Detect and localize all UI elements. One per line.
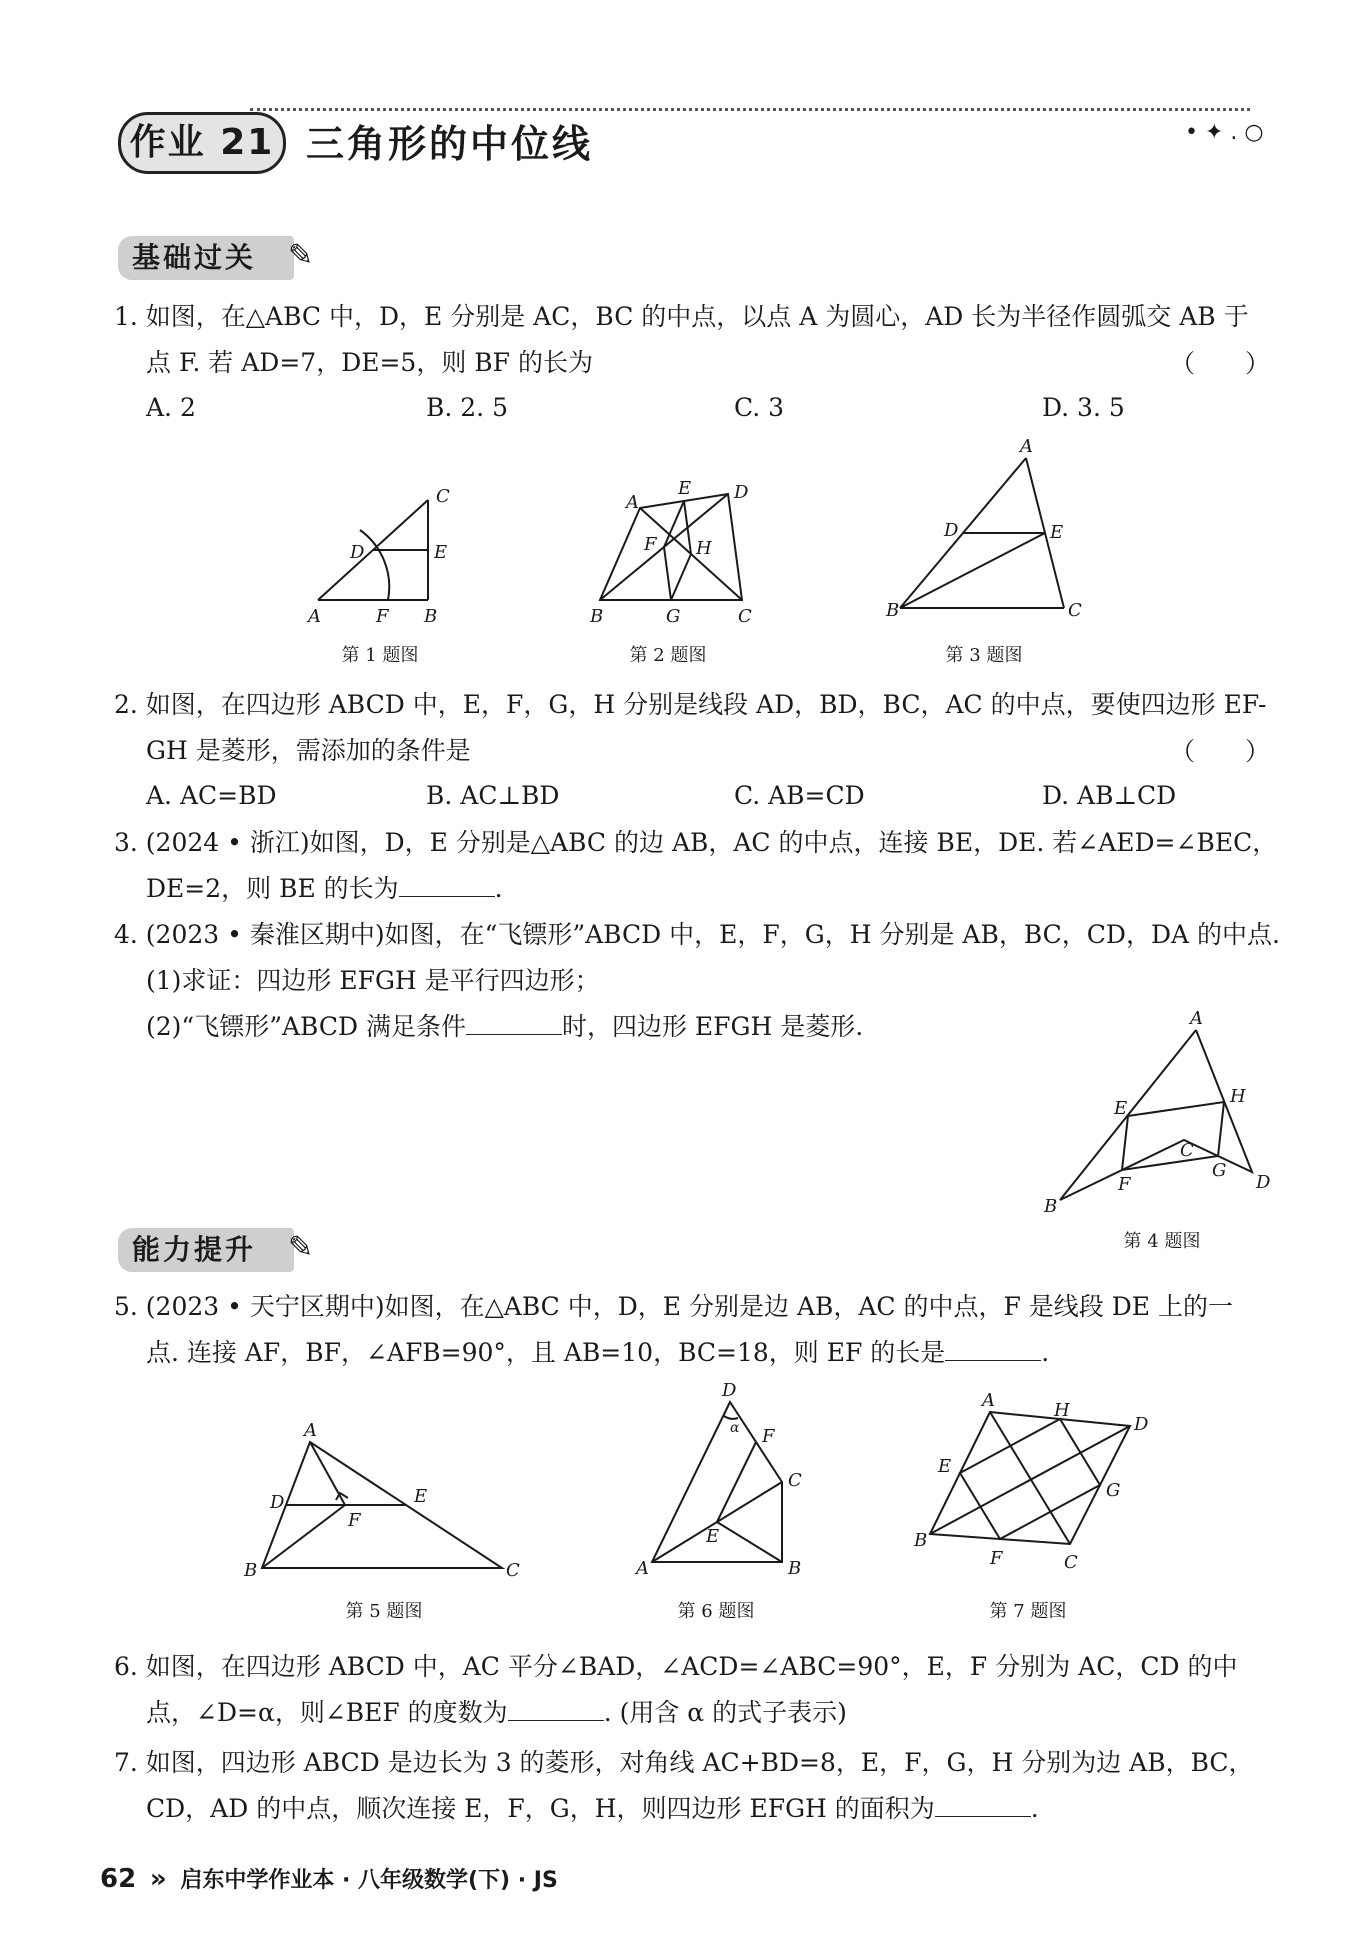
f1-label-e: E — [434, 542, 448, 563]
figure-7 — [910, 1392, 1150, 1582]
f1-label-d: D — [350, 542, 365, 563]
f1-label-b: B — [424, 606, 438, 627]
f4-label-e: E — [1114, 1098, 1128, 1119]
f6-label-a: A — [636, 1558, 649, 1579]
q3-line2-text: DE=2，则 BE 的长为 — [146, 874, 399, 903]
f3-label-d: D — [944, 520, 959, 541]
q5-line1: 5. (2023 • 天宁区期中)如图，在△ABC 中，D，E 分别是边 AB，AC 的中点，F 是线段 DE 上的一 — [114, 1292, 1233, 1321]
footer-arrows-icon: » — [149, 1864, 167, 1894]
q2-option-d: D. AB⊥CD — [1042, 781, 1177, 810]
q1-line1: 1. 如图，在△ABC 中，D，E 分别是 AC，BC 的中点，以点 A 为圆心，AD 长为半径作圆弧交 AB 于 — [114, 302, 1249, 331]
f4-label-b: B — [1044, 1196, 1058, 1217]
page-title: 三角形的中位线 — [306, 122, 594, 166]
q1-option-b: B. 2. 5 — [426, 393, 508, 422]
q1-answer-paren: （ ） — [1170, 349, 1271, 378]
figure-1 — [300, 480, 470, 630]
f7-label-a: A — [982, 1390, 995, 1411]
f7-label-f: F — [990, 1548, 1003, 1569]
f6-label-e: E — [706, 1526, 720, 1547]
q1-option-d: D. 3. 5 — [1042, 393, 1125, 422]
pencil-icon: ✎ — [288, 1230, 314, 1265]
caption-fig1: 第 1 题图 — [341, 645, 419, 666]
q5-line2-text: 点. 连接 AF，BF，∠AFB=90°，且 AB=10，BC=18，则 EF 的长是 — [146, 1338, 946, 1367]
q6-line1: 6. 如图，在四边形 ABCD 中，AC 平分∠BAD，∠ACD=∠ABC=90°，E，F 分别为 AC，CD 的中 — [114, 1652, 1238, 1681]
footer-book-title: 启东中学作业本 · 八年级数学(下) · JS — [180, 1868, 558, 1893]
f4-label-h: H — [1230, 1086, 1246, 1107]
q2-option-a: A. AC=BD — [146, 781, 277, 810]
q5-answer-blank[interactable] — [945, 1334, 1041, 1361]
f1-label-c: C — [436, 486, 450, 507]
homework-badge: 作业 21 — [118, 112, 286, 174]
q2-line2: GH 是菱形，需添加的条件是 — [146, 736, 471, 765]
f4-label-a: A — [1190, 1008, 1203, 1029]
q4-line3-text: (2)“飞镖形”ABCD 满足条件 — [146, 1012, 466, 1041]
f2-label-h: H — [696, 538, 712, 559]
q6-answer-blank[interactable] — [508, 1694, 604, 1721]
figure-5 — [240, 1420, 530, 1590]
q3-line1: 3. (2024 • 浙江)如图，D，E 分别是△ABC 的边 AB，AC 的中点，连接 BE，DE. 若∠AED=∠BEC， — [114, 828, 1278, 857]
q6-line2 — [146, 1690, 847, 1736]
f5-label-c: C — [506, 1560, 520, 1581]
f7-label-h: H — [1054, 1400, 1070, 1421]
f5-label-e: E — [414, 1486, 428, 1507]
f6-label-f: F — [762, 1426, 775, 1447]
q4-line3-end: 时，四边形 EFGH 是菱形. — [561, 1012, 864, 1041]
q4-line3 — [146, 1004, 863, 1050]
q2-option-c: C. AB=CD — [734, 781, 865, 810]
q4-line1: 4. (2023 • 秦淮区期中)如图，在“飞镖形”ABCD 中，E，F，G，H 分别是 AB，BC，CD，DA 的中点. — [114, 920, 1280, 949]
f2-label-c: C — [738, 606, 752, 627]
f2-label-g: G — [666, 606, 681, 627]
f3-label-b: B — [886, 600, 900, 621]
q4-line2: (1)求证：四边形 EFGH 是平行四边形； — [146, 966, 600, 995]
q6-line2-end: . (用含 α 的式子表示) — [603, 1698, 847, 1727]
q4-answer-blank[interactable] — [466, 1008, 562, 1035]
f4-label-f: F — [1118, 1174, 1131, 1195]
section-basic-banner: 基础过关 — [118, 236, 294, 280]
f7-label-d: D — [1134, 1414, 1149, 1435]
header-dotted-line — [250, 108, 1250, 111]
q7-line2 — [146, 1786, 1039, 1832]
f7-label-b: B — [914, 1530, 928, 1551]
caption-fig3: 第 3 题图 — [945, 645, 1023, 666]
f5-label-a: A — [304, 1420, 317, 1441]
f4-label-c: C — [1180, 1140, 1194, 1161]
figure-2 — [580, 472, 760, 632]
f3-label-c: C — [1068, 600, 1082, 621]
caption-fig4: 第 4 题图 — [1123, 1231, 1201, 1252]
figure-6 — [630, 1380, 810, 1590]
f5-label-f: F — [348, 1510, 361, 1531]
f6-label-c: C — [788, 1470, 802, 1491]
f2-label-f: F — [644, 534, 657, 555]
f4-label-g: G — [1212, 1160, 1227, 1181]
f4-label-d: D — [1256, 1172, 1271, 1193]
q7-line2-end: . — [1030, 1794, 1039, 1823]
f6-label-b: B — [788, 1558, 802, 1579]
f1-label-f: F — [376, 606, 389, 627]
f2-label-e: E — [678, 478, 692, 499]
caption-fig5: 第 5 题图 — [345, 1601, 423, 1622]
q1-line2: 点 F. 若 AD=7，DE=5，则 BF 的长为 — [146, 348, 593, 377]
f5-label-d: D — [270, 1492, 285, 1513]
q3-answer-blank[interactable] — [399, 870, 495, 897]
page-number: 62 — [100, 1864, 137, 1894]
q3-line2 — [146, 866, 503, 912]
f6-label-d: D — [722, 1380, 737, 1401]
q1-option-a: A. 2 — [146, 393, 196, 422]
q2-option-b: B. AC⊥BD — [426, 781, 560, 810]
f2-label-a: A — [626, 492, 639, 513]
q7-line1: 7. 如图，四边形 ABCD 是边长为 3 的菱形，对角线 AC+BD=8，E，F，G，H 分别为边 AB，BC， — [114, 1748, 1254, 1777]
f7-label-e: E — [938, 1456, 952, 1477]
f7-label-c: C — [1064, 1552, 1078, 1573]
q1-option-c: C. 3 — [734, 393, 785, 422]
sparkle-icon: • ✦ . ○ — [1185, 120, 1264, 145]
figure-3 — [880, 436, 1080, 626]
f1-label-a: A — [308, 606, 321, 627]
f6-label-alpha: α — [730, 1420, 740, 1436]
caption-fig6: 第 6 题图 — [677, 1601, 755, 1622]
f7-label-g: G — [1106, 1480, 1121, 1501]
q7-line2-text: CD，AD 的中点，顺次连接 E，F，G，H，则四边形 EFGH 的面积为 — [146, 1794, 935, 1823]
q7-answer-blank[interactable] — [935, 1790, 1031, 1817]
f5-label-b: B — [244, 1560, 258, 1581]
q5-line2 — [146, 1330, 1049, 1376]
q2-answer-paren: （ ） — [1170, 737, 1271, 766]
f3-label-a: A — [1020, 436, 1033, 457]
f3-label-e: E — [1050, 522, 1064, 543]
q2-line1: 2. 如图，在四边形 ABCD 中，E，F，G，H 分别是线段 AD，BD，BC，AC 的中点，要使四边形 EF- — [114, 690, 1267, 719]
caption-fig7: 第 7 题图 — [989, 1601, 1067, 1622]
figure-4 — [1040, 1008, 1280, 1218]
pencil-icon: ✎ — [288, 238, 314, 273]
q3-line2-end: . — [494, 874, 503, 903]
section-advanced-banner: 能力提升 — [118, 1228, 294, 1272]
f2-label-b: B — [590, 606, 604, 627]
footer — [100, 1862, 558, 1898]
f2-label-d: D — [734, 482, 749, 503]
q6-line2-text: 点，∠D=α，则∠BEF 的度数为 — [146, 1698, 508, 1727]
caption-fig2: 第 2 题图 — [629, 645, 707, 666]
q5-line2-end: . — [1041, 1338, 1050, 1367]
